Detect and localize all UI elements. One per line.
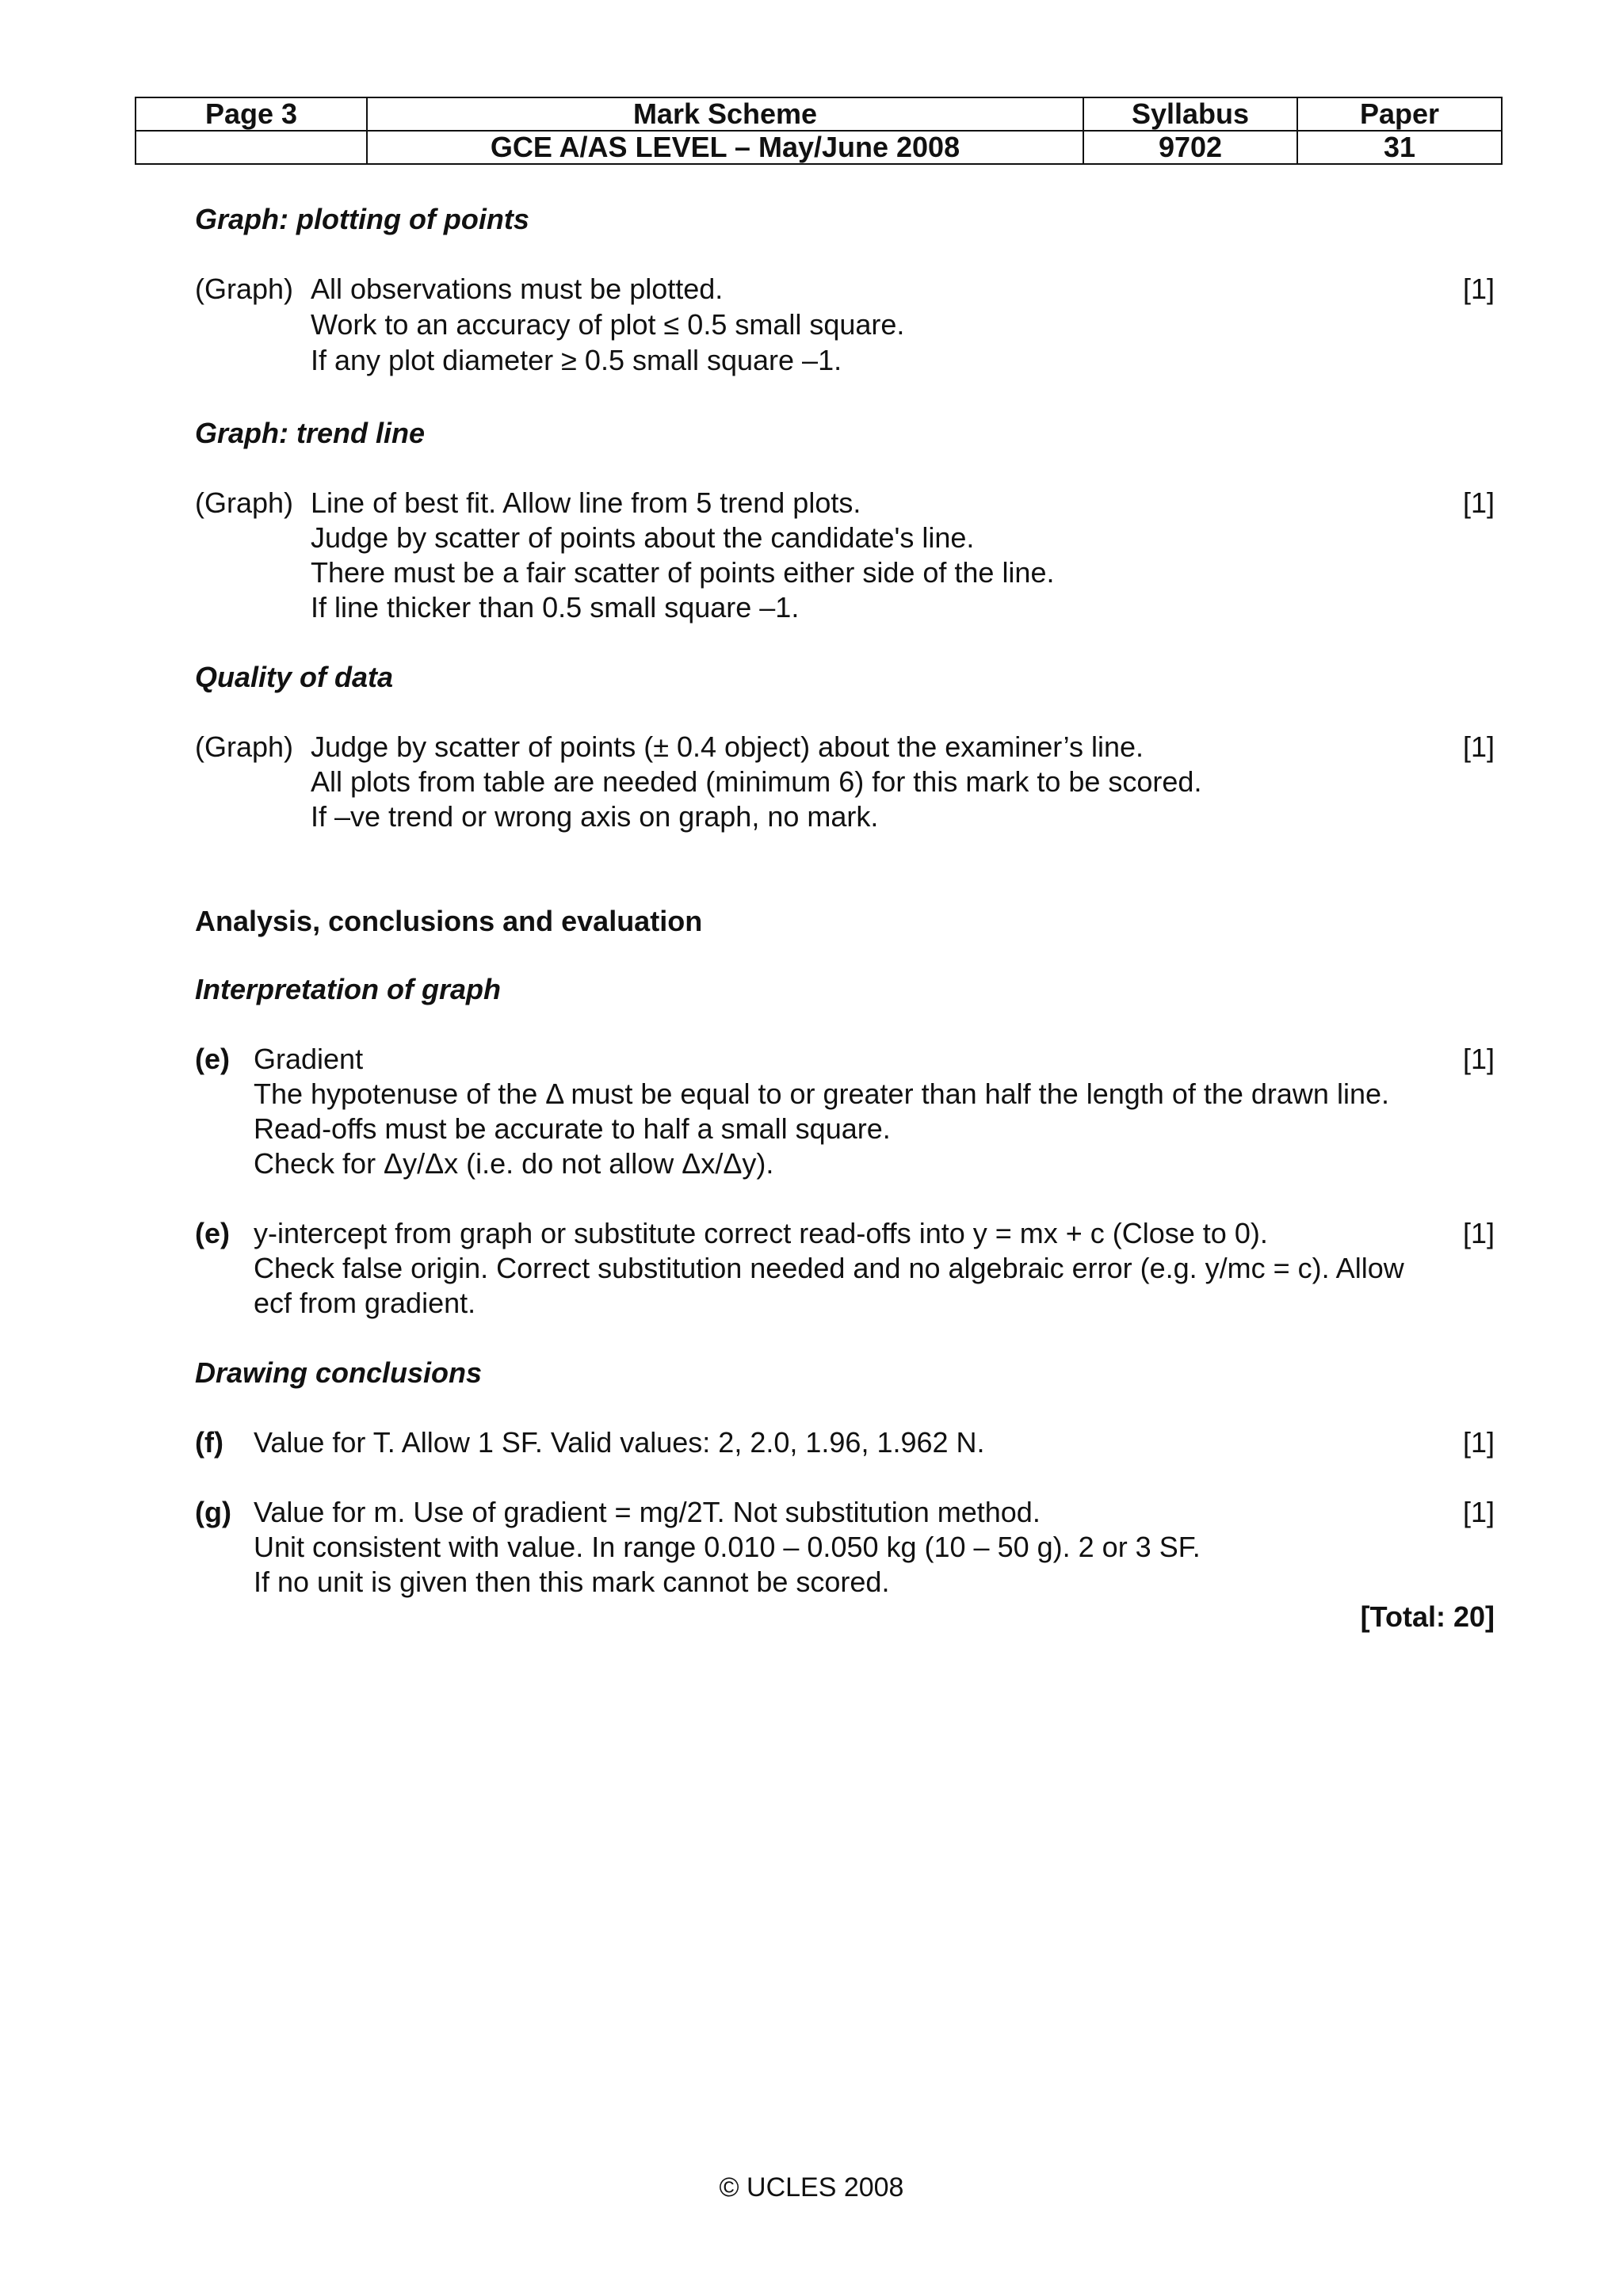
- g-line-1: Value for m. Use of gradient = mg/2T. Not substitution method.: [254, 1496, 1041, 1528]
- plotting-line-3: If any plot diameter ≥ 0.5 small square –1.: [311, 344, 842, 376]
- plotting-label: (Graph): [195, 273, 294, 305]
- f-line-1: Value for T. Allow 1 SF. Valid values: 2, 2.0, 1.96, 1.962 N.: [254, 1426, 985, 1459]
- header-exam: GCE A/AS LEVEL – May/June 2008: [367, 131, 1083, 164]
- plotting-line-2: Work to an accuracy of plot ≤ 0.5 small square.: [311, 308, 905, 341]
- header-syllabus-code: 9702: [1083, 131, 1297, 164]
- trend-line-3: There must be a fair scatter of points either side of the line.: [311, 556, 1055, 589]
- g-label: (g): [195, 1496, 231, 1528]
- gradient-line-2: The hypotenuse of the Δ must be equal to or greater than half the length of the drawn line.: [254, 1077, 1389, 1110]
- header-syllabus-label: Syllabus: [1083, 97, 1297, 131]
- gradient-label: (e): [195, 1043, 230, 1075]
- trend-label: (Graph): [195, 486, 294, 519]
- header-paper-number: 31: [1297, 131, 1502, 164]
- intercept-label: (e): [195, 1217, 230, 1249]
- trend-line-1: Line of best fit. Allow line from 5 trend plots.: [311, 486, 861, 519]
- plotting-line-1: All observations must be plotted.: [311, 273, 724, 305]
- section-heading-trend: Graph: trend line: [195, 417, 426, 449]
- intercept-mark: [1]: [1462, 1217, 1495, 1249]
- header-paper-label: Paper: [1297, 97, 1502, 131]
- quality-label: (Graph): [195, 730, 294, 763]
- intercept-line-2: Check false origin. Correct substitution needed and no algebraic error (e.g. y/mc = c). Allow: [254, 1252, 1404, 1284]
- trend-mark: [1]: [1462, 486, 1495, 519]
- header-table: [135, 97, 1503, 165]
- header-empty-cell: [136, 131, 367, 164]
- gradient-line-4: Check for Δy/Δx (i.e. do not allow Δx/Δy).: [254, 1147, 774, 1180]
- total-marks: [Total: 20]: [1360, 1600, 1495, 1633]
- trend-line-4: If line thicker than 0.5 small square –1.: [311, 591, 800, 624]
- header-page: Page 3: [136, 97, 367, 131]
- f-label: (f): [195, 1426, 223, 1459]
- g-line-3: If no unit is given then this mark cannot be scored.: [254, 1566, 890, 1598]
- section-heading-conclusions: Drawing conclusions: [195, 1356, 483, 1389]
- gradient-line-3: Read-offs must be accurate to half a small square.: [254, 1112, 891, 1145]
- intercept-line-1: y-intercept from graph or substitute correct read-offs into y = mx + c (Close to 0).: [254, 1217, 1268, 1249]
- plotting-mark: [1]: [1462, 273, 1495, 305]
- trend-line-2: Judge by scatter of points about the candidate's line.: [311, 521, 975, 554]
- intercept-line-3: ecf from gradient.: [254, 1287, 476, 1319]
- header-row-2: [136, 131, 1502, 164]
- copyright-footer: © UCLES 2008: [719, 2172, 904, 2203]
- header-title: Mark Scheme: [367, 97, 1083, 131]
- quality-line-2: All plots from table are needed (minimum 6) for this mark to be scored.: [311, 765, 1202, 798]
- f-mark: [1]: [1462, 1426, 1495, 1459]
- section-heading-plotting: Graph: plotting of points: [195, 203, 529, 235]
- section-heading-analysis: Analysis, conclusions and evaluation: [195, 905, 703, 937]
- section-heading-quality: Quality of data: [195, 661, 394, 693]
- g-line-2: Unit consistent with value. In range 0.010 – 0.050 kg (10 – 50 g). 2 or 3 SF.: [254, 1531, 1201, 1563]
- gradient-mark: [1]: [1462, 1043, 1495, 1075]
- quality-line-3: If –ve trend or wrong axis on graph, no mark.: [311, 800, 879, 833]
- quality-mark: [1]: [1462, 730, 1495, 763]
- g-mark: [1]: [1462, 1496, 1495, 1528]
- gradient-line-1: Gradient: [254, 1043, 364, 1075]
- header-row-1: [136, 97, 1502, 131]
- section-heading-interpretation: Interpretation of graph: [195, 973, 501, 1005]
- quality-line-1: Judge by scatter of points (± 0.4 object) about the examiner’s line.: [311, 730, 1144, 763]
